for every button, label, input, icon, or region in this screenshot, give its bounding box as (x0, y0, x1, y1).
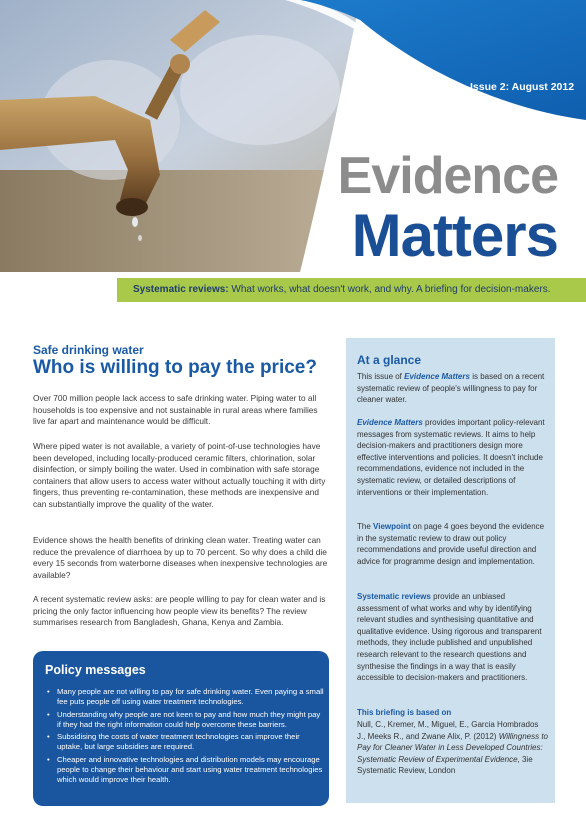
masthead-title-matters: Matters (351, 202, 558, 269)
glance-text: This issue of (357, 372, 402, 381)
glance-text: on page 4 goes beyond the evidence in the systematic review to draw out policy recommendations and provide useful direction and advice for programme design and implementation. (357, 522, 545, 566)
section-label: Safe drinking water (33, 343, 144, 357)
glance-text: provide an unbiased assessment of what works and why by identifying relevant studies and synthesising quantitative and qualitative evidence. Using rigorous and transparent methods, they include published and unpublished research relevant to the research questions and synthesise the findings in a way that is easily accessible to decision-makers and practitioners. (357, 592, 542, 683)
glance-emphasis: Evidence Matters (357, 418, 423, 427)
glance-heading: At a glance (357, 353, 422, 367)
glance-text: is based on a recent systematic review of people's willingness to pay for cleaner water. (357, 372, 545, 405)
glance-text: The (357, 522, 371, 531)
policy-item: • Cheaper and innovative technologies and distribution models may encourage people to change their behaviour and start using water treatment technologies which would improve their health. (47, 755, 325, 785)
policy-item: • Understanding why people are not keen to pay and how much they might pay if they had the right information could help overcome these barriers. (47, 710, 325, 730)
glance-emphasis: Evidence Matters (404, 372, 470, 381)
policy-item: • Subsidising the costs of water treatment technologies can improve their uptake, but large subsidies are required. (47, 732, 325, 752)
glance-emphasis: Viewpoint (373, 522, 411, 531)
article-paragraph: Where piped water is not available, a variety of point-of-use technologies have been developed, including locally-produced ceramic filters, chlorination, solar disinfection, or simply boiling the water. Used in combination with safe storage containers that allow users to access water without actually touching it with dirty fingers, thus preventing re-contamination, these methods are inexpensive and can substantially improve the quality of the water. (33, 441, 326, 509)
article-paragraph: A recent systematic review asks: are people willing to pay for clean water and is pricing the only factor influencing how people view its benefits? The review summarises research from Bangladesh, Ghana, Kenya and Zambia. (33, 594, 326, 628)
tagline-bar (117, 278, 586, 302)
issue-label: Issue 2: August 2012 (470, 81, 575, 93)
citation-title: Willingness to Pay for Cleaner Water in Less Developed Countries: Systematic Review of Experimental Evidence (357, 731, 548, 764)
glance-emphasis: Systematic reviews (357, 592, 431, 601)
masthead-title-evidence: Evidence (337, 147, 558, 205)
policy-list (47, 687, 325, 787)
glance-paragraph-reviews (357, 591, 549, 684)
article-headline: Who is willing to pay the price? (33, 357, 317, 378)
glance-paragraph-about (357, 417, 549, 498)
glance-text: provides important policy-relevant messages from systematic reviews. It aims to help decision-makers and practitioners design more effective interventions and policies. It doesn't include recommendations, evidence not included in the systematic review, or detailed descriptions of interventions or their implementation. (357, 418, 545, 497)
based-on-heading: This briefing is based on (357, 708, 452, 717)
citation-source: , 3ie Systematic Review, London (357, 754, 533, 776)
policy-item: • Many people are not willing to pay for safe drinking water. Even paying a small fee puts people off using water treatment technologies. (47, 687, 325, 707)
tagline-bold: Systematic reviews: (133, 284, 229, 295)
tagline-text: What works, what doesn't work, and why. A briefing for decision-makers. (231, 284, 551, 295)
policy-heading: Policy messages (45, 663, 146, 677)
citation-authors: Null, C., Kremer, M., Miguel, E., Garcia Hombrados J., Meeks R., and Zwane Alix, P. (2012) (357, 720, 539, 741)
citation (357, 719, 549, 777)
at-a-glance-panel (346, 338, 555, 803)
glance-paragraph-viewpoint (357, 521, 549, 567)
article-paragraph: Over 700 million people lack access to safe drinking water. Piping water to all households is too expensive and not sustainable in rural areas where families live far apart and maintenance would be difficult. (33, 393, 318, 427)
policy-messages-box (33, 651, 329, 806)
article-paragraph: Evidence shows the health benefits of drinking clean water. Treating water can reduce the prevalence of diarrhoea by up to 70 percent. So why does a child die every 15 seconds from waterborne diseases when inexpensive technologies are available? (33, 535, 328, 580)
glance-paragraph-intro (357, 371, 549, 406)
